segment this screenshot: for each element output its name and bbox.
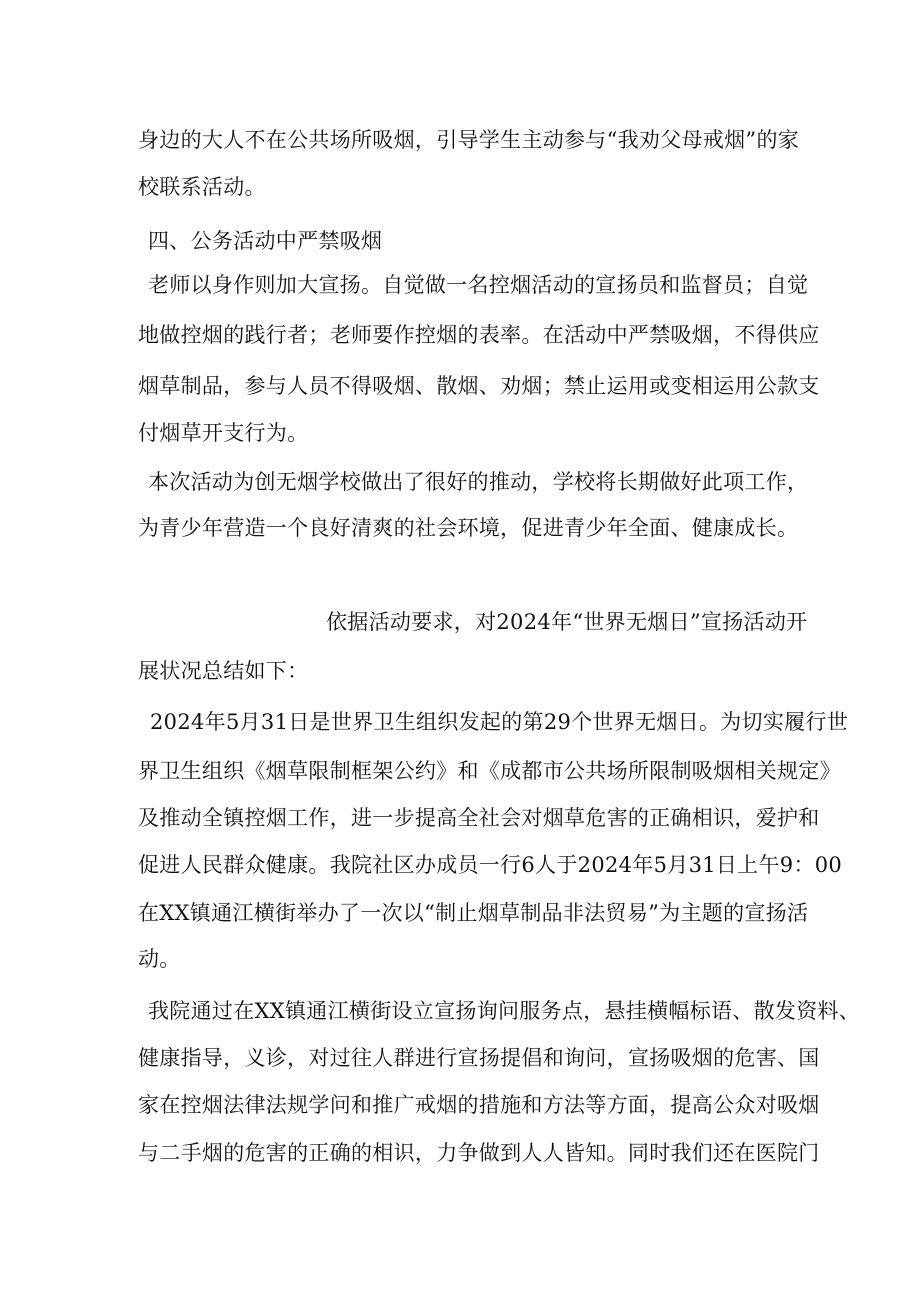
text-line: 本次活动为创无烟学校做出了很好的推动，学校将长期做好此项工作， bbox=[148, 470, 809, 494]
text-line: 2024年5月31日是世界卫生组织发起的第29个世界无烟日。为切实履行世 bbox=[150, 710, 849, 734]
text-line: 健康指导，义诊，对过往人群进行宣扬提倡和询问，宣扬吸烟的危害、国 bbox=[138, 1046, 820, 1070]
text-line: 我院通过在XX镇通江横街设立宣扬询问服务点，悬挂横幅标语、散发资料、 bbox=[148, 999, 861, 1023]
text-line: 校联系活动。 bbox=[138, 175, 266, 199]
text-line: 身边的大人不在公共场所吸烟，引导学生主动参与“我劝父母戒烟”的家 bbox=[138, 128, 800, 152]
text-line: 展状况总结如下： bbox=[138, 659, 309, 683]
text-line: 付烟草开支行为。 bbox=[138, 421, 309, 445]
text-line: 动。 bbox=[138, 947, 181, 971]
text-line: 为青少年营造一个良好清爽的社会环境，促进青少年全面、健康成长。 bbox=[138, 516, 799, 540]
text-line: 家在控烟法律法规学问和推广戒烟的措施和方法等方面，提高公众对吸烟 bbox=[138, 1093, 820, 1117]
text-line: 地做控烟的践行者；老师要作控烟的表率。在活动中严禁吸烟，不得供应 bbox=[138, 323, 820, 347]
text-line: 与二手烟的危害的正确的相识，力争做到人人皆知。同时我们还在医院门 bbox=[138, 1141, 820, 1165]
text-line: 老师以身作则加大宣扬。自觉做一名控烟活动的宣扬员和监督员；自觉 bbox=[148, 273, 809, 297]
text-line: 烟草制品，参与人员不得吸烟、散烟、劝烟；禁止运用或变相运用公款支 bbox=[138, 374, 820, 398]
text-line: 在XX镇通江横街举办了一次以“制止烟草制品非法贸易”为主题的宣扬活 bbox=[138, 901, 809, 925]
text-line: 促进人民群众健康。我院社区办成员一行6人于2024年5月31日上午9：00 bbox=[138, 853, 843, 877]
text-line: 依据活动要求，对2024年“世界无烟日”宣扬活动开 bbox=[326, 610, 808, 634]
text-line: 及推动全镇控烟工作，进一步提高全社会对烟草危害的正确相识，爱护和 bbox=[138, 806, 820, 830]
text-line: 界卫生组织《烟草限制框架公约》和《成都市公共场所限制吸烟相关规定》 bbox=[138, 759, 841, 783]
section-heading: 四、公务活动中严禁吸烟 bbox=[148, 229, 383, 253]
